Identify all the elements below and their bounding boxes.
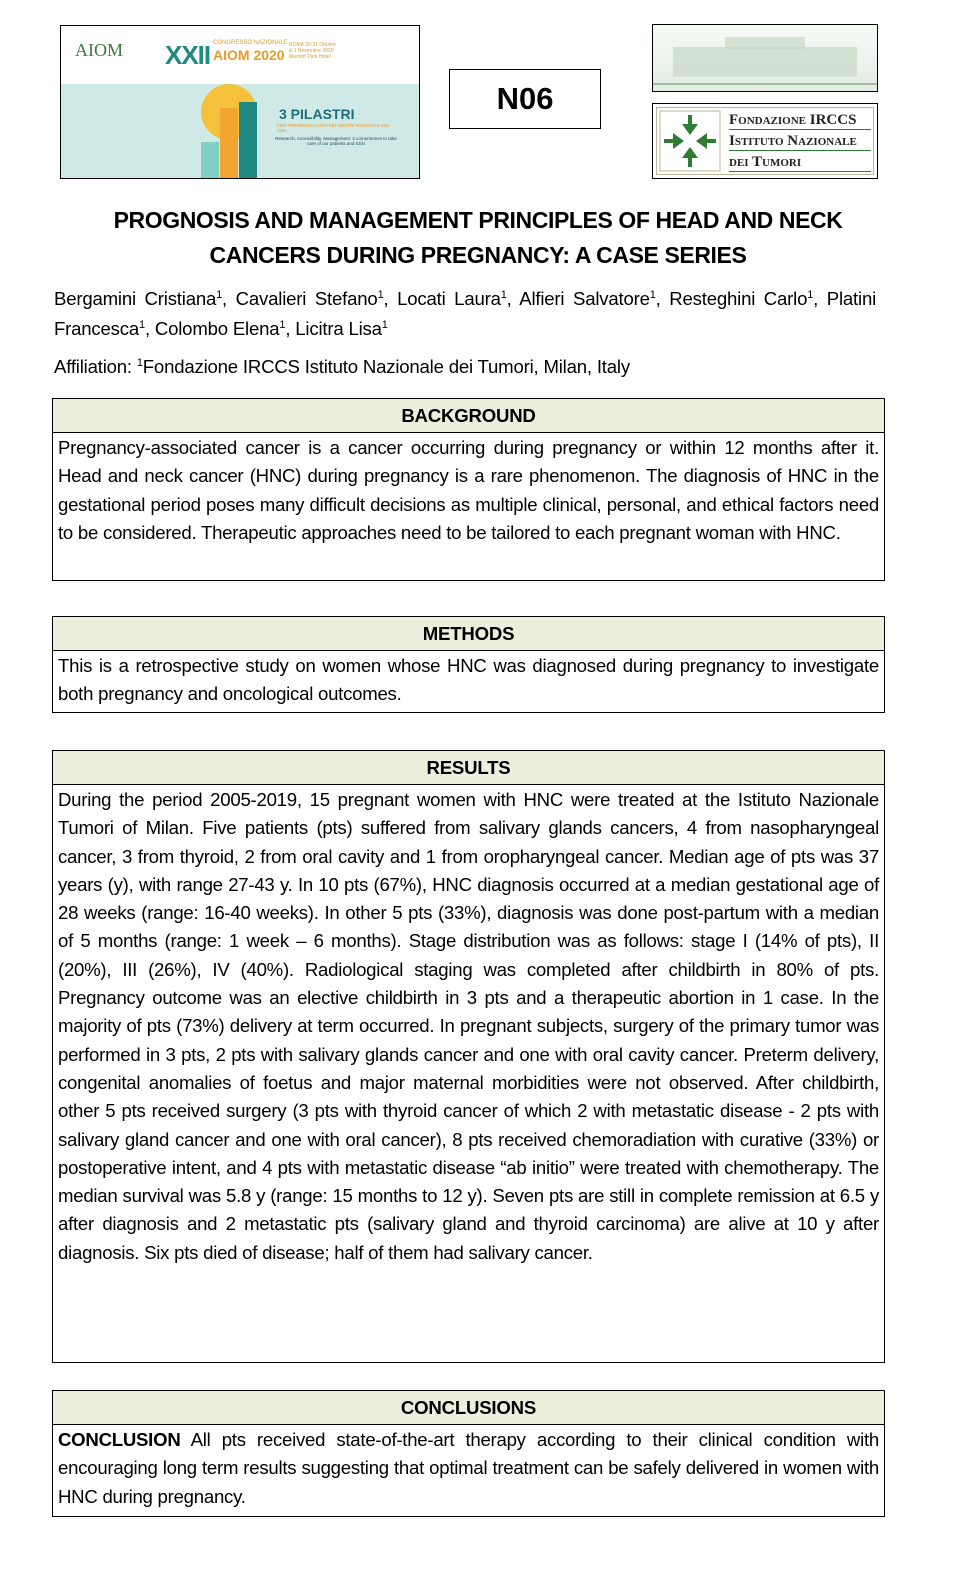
congress-name: AIOM 2020 bbox=[213, 47, 285, 63]
banner-subheadline: PER PRENDERSI CURA DEI NOSTRI PAZIENTI E DEL SSN bbox=[277, 123, 390, 133]
institute-logo bbox=[652, 103, 878, 179]
affiliation-label: Affiliation: bbox=[54, 356, 137, 378]
section-body: During the period 2005-2019, 15 pregnant women with HNC were treated at the Istituto Nazionale Tumori of Milan. Five patients (pts) suffered from salivary glands cancers, 4 from nasopharyngeal cancer, 3 from thyroid, 2 from oral cavity and 1 from oropharyngeal cancer. Median age of pts was 37 years (y), with range 27-43 y. In 10 pts (67%), HNC diagnosis occurred at a median gestational age of 28 weeks (range: 16-40 weeks). In other 5 pts (33%), diagnosis was done post-partum with a median of 5 months (range: 1 week – 6 months). Stage distribution was as follows: stage I (14% of pts), II (20%), III (26%), IV (40%). Radiological staging was completed after childbirth in 80% of pts. Pregnancy outcome was an elective childbirth in 3 pts and a therapeutic abortion in 1 case. In the majority of pts (73%) delivery at term occurred. In pregnant subjects, surgery of the primary tumor was performed in 3 pts, 2 pts with salivary glands cancer and one with oral cavity cancer. Preterm delivery, congenital anomalies of foetus and major maternal morbidities were not observed. After childbirth, other 5 pts received surgery (3 pts with thyroid cancer of which 2 with metastatic disease - 2 pts with salivary gland cancer and one with oral cancer), 8 pts received chemoradiation with curative (33%) or postoperative intent, and 4 pts with metastatic disease “ab initio” were treated with chemotherapy. The median survival was 5.8 y (range: 15 months to 12 y). Seven pts are still in complete remission at 6.5 y after diagnosis and 2 metastatic pts (salivary gland and thyroid carcinoma) are alive at 10 y after diagnosis. Six pts died of disease; half of them had salivary cancer. bbox=[58, 789, 879, 1263]
pillar-accessibilita bbox=[220, 108, 238, 178]
congress-edition: XXII bbox=[165, 40, 211, 70]
banner-headline: 3 PILASTRI bbox=[279, 106, 355, 122]
pillar-ricerca bbox=[201, 142, 219, 178]
author: Locati Laura$^1$ bbox=[397, 288, 507, 310]
poster-title bbox=[40, 203, 916, 273]
institute-building-image bbox=[652, 24, 878, 92]
section-methods bbox=[52, 616, 885, 713]
author: Licitra Lisa$^1$ bbox=[295, 318, 388, 340]
section-heading: CONCLUSIONS bbox=[53, 1391, 884, 1425]
section-heading: BACKGROUND bbox=[53, 399, 884, 433]
section-background bbox=[52, 398, 885, 581]
arrows-emblem-icon bbox=[659, 110, 721, 172]
section-body bbox=[53, 1425, 884, 1515]
section-body: Pregnancy-associated cancer is a cancer occurring during pregnancy or within 12 months after it. Head and neck cancer (HNC) during pregnancy is a rare phenomenon. The diagnosis of HNC in the gestational period poses many difficult decisions as multiple clinical, personal, and ethical factors need to be considered. Therapeutic approaches need to be tailored to each pregnant woman with HNC. bbox=[58, 437, 879, 543]
section-results bbox=[52, 750, 885, 1363]
author: Cavalieri Stefano$^1$ bbox=[235, 288, 384, 310]
affiliation bbox=[54, 350, 876, 380]
affiliation-text: Fondazione IRCCS Istituto Nazionale dei Tumori, Milan, Italy bbox=[142, 356, 630, 378]
building-facade bbox=[673, 47, 857, 77]
affiliation-sup: 1 bbox=[136, 357, 143, 369]
section-conclusions bbox=[52, 1390, 885, 1517]
author: Alfieri Salvatore$^1$ bbox=[519, 288, 656, 310]
author: Platini Francesca$^1$ bbox=[54, 288, 877, 340]
congress-banner-logo bbox=[60, 25, 420, 179]
aiom-logo: AIOM bbox=[75, 40, 123, 60]
title-line-2: CANCERS DURING PREGNANCY: A CASE SERIES bbox=[209, 242, 747, 268]
title-line-1: PROGNOSIS AND MANAGEMENT PRINCIPLES OF HEAD AND NECK bbox=[113, 207, 843, 233]
pillar-organizzazione bbox=[239, 102, 257, 178]
poster-code: N06 bbox=[449, 69, 601, 129]
congress-venue: ROMA 30-31 Ottobre & 1 Novembre 2020 Marriott Park Hotel bbox=[289, 42, 336, 60]
author-list: Bergamini Cristiana$^1$, Cavalieri Stefano$^1$, Locati Laura$^1$, Alfieri Salvatore$^1$, Resteghini Carlo$^1$, Platini Francesca$^1$, Colombo Elena$^1$, Licitra Lisa$^1$ bbox=[54, 288, 877, 340]
conclusion-text: All pts received state-of-the-art therapy according to their clinical condition with encouraging long term results suggesting that optimal treatment can be safely delivered in women with HNC during pregnancy. bbox=[58, 1429, 879, 1507]
congress-label: CONGRESSO NAZIONALE bbox=[213, 40, 288, 46]
institute-name-line2: Istituto Nazionale bbox=[729, 133, 871, 151]
building-baseline bbox=[653, 83, 877, 85]
section-heading: RESULTS bbox=[53, 751, 884, 785]
author: Resteghini Carlo$^1$ bbox=[669, 288, 814, 310]
conclusion-lead: CONCLUSION bbox=[58, 1429, 181, 1450]
section-heading: METHODS bbox=[53, 617, 884, 651]
section-body: This is a retrospective study on women whose HNC was diagnosed during pregnancy to investigate both pregnancy and oncological outcomes. bbox=[58, 655, 879, 705]
institute-name-line1: Fondazione IRCCS bbox=[729, 112, 871, 130]
author: Bergamini Cristiana$^1$ bbox=[54, 288, 223, 310]
author: Colombo Elena$^1$ bbox=[154, 318, 286, 340]
institute-name-line3: dei Tumori bbox=[729, 154, 871, 172]
banner-description: Research, Accessibility, Management: 3 cornerstones to take care of our patients and SSN bbox=[275, 136, 397, 146]
